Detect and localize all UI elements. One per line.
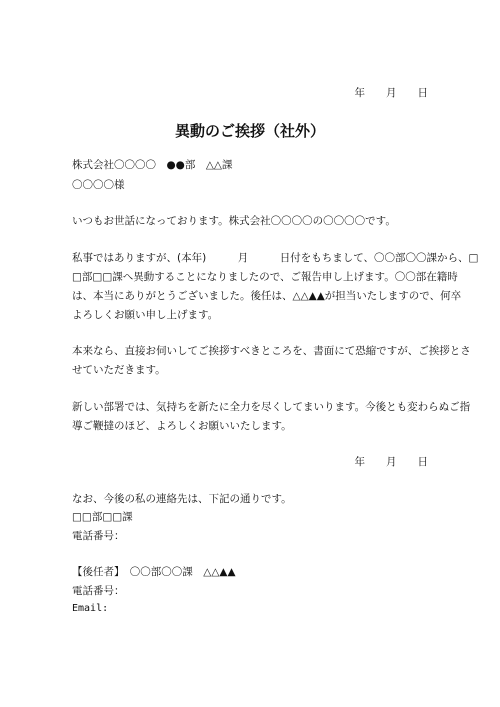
paragraph-1-line-4: よろしくお願い申し上げます。	[72, 309, 219, 321]
phone-label-successor: 電話番号：	[72, 585, 125, 597]
paragraph-1-line-2: □部□□課へ異動することになりましたので、ご報告申し上げます。〇〇部在籍時	[72, 271, 458, 283]
greeting-line: いつもお世話になっております。株式会社〇〇〇〇の〇〇〇〇です。	[72, 215, 396, 227]
paragraph-2-line-2: せていただきます。	[72, 364, 166, 376]
paragraph-2-line-1: 本来なら、直接お伺いしてご挨拶すべきところを、書面にて恐縮ですが、ご挨拶とさ	[72, 345, 471, 357]
paragraph-1-line-3: は、本当にありがとうございました。後任は、△△▲▲が担当いたしますので、何卒	[72, 290, 462, 302]
date-bottom: 年 月 日	[354, 456, 428, 468]
date-top: 年 月 日	[354, 87, 428, 99]
recipient-name: 〇〇〇〇様	[72, 179, 125, 191]
new-department: □□部□□課	[72, 511, 133, 523]
contact-intro: なお、今後の私の連絡先は、下記の通りです。	[72, 493, 292, 505]
paragraph-3-line-2: 導ご鞭撻のほど、よろしくお願いいたします。	[72, 420, 292, 432]
recipient-company: 株式会社〇〇〇〇 ●●部 △△課	[72, 159, 233, 171]
letter-title: 異動のご挨拶（社外）	[174, 122, 325, 140]
paragraph-3-line-1: 新しい部署では、気持ちを新たに全力を尽くしてまいります。今後とも変わらぬご指	[72, 401, 471, 413]
email-label: Email:	[72, 603, 109, 614]
paragraph-1-line-1: 私事ではありますが、(本年) 月 日付をもちまして、〇〇部〇〇課から、□	[72, 252, 479, 264]
phone-label-own: 電話番号：	[72, 530, 125, 542]
successor-line: 【後任者】 〇〇部〇〇課 △△▲▲	[72, 566, 236, 578]
